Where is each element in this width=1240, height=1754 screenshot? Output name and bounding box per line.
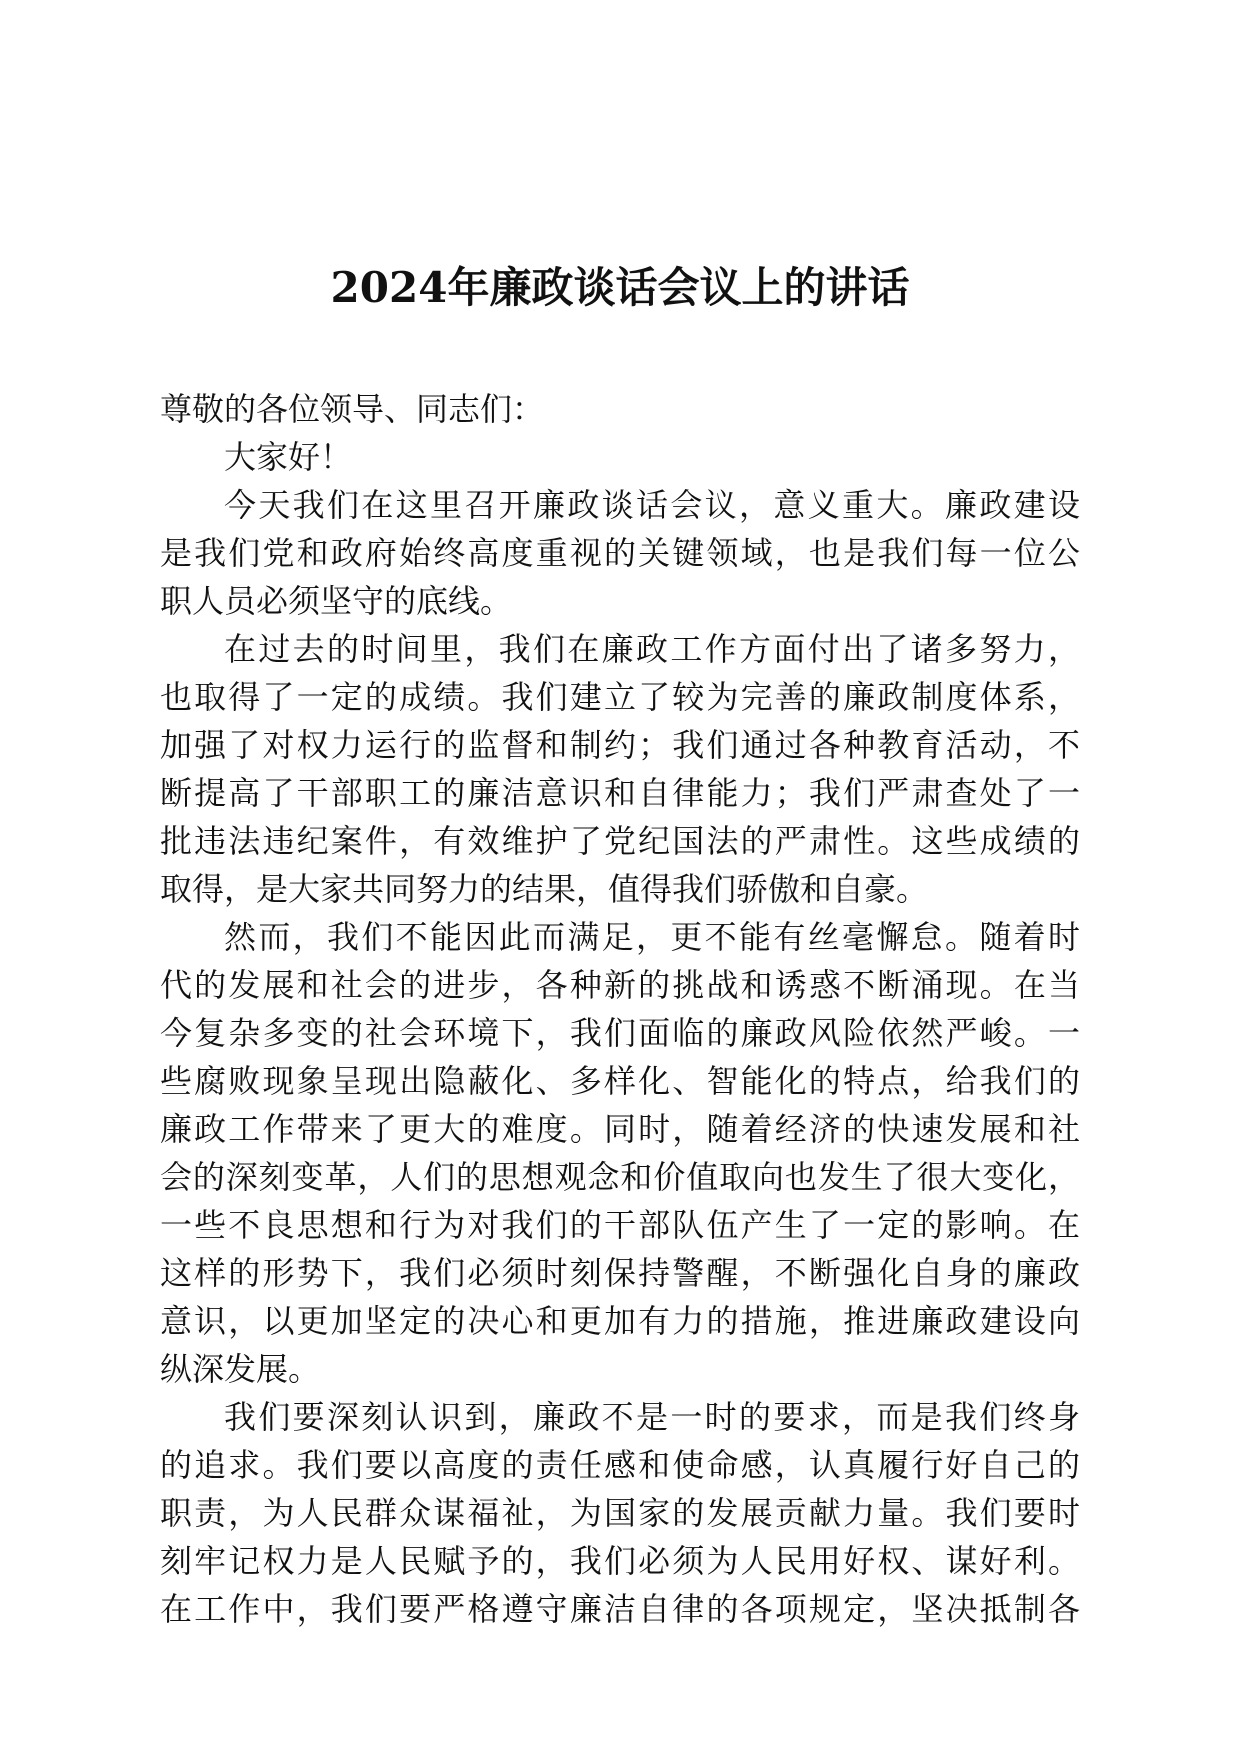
document-body (160, 385, 1080, 1633)
paragraph-2-line-5: 批违法违纪案件，有效维护了党纪国法的严肃性。这些成绩的 (160, 822, 1080, 860)
paragraph-2-line-4: 断提高了干部职工的廉洁意识和自律能力；我们严肃查处了一 (160, 774, 1080, 812)
greeting-line: 大家好！ (224, 438, 353, 476)
paragraph-2-line-6: 取得，是大家共同努力的结果，值得我们骄傲和自豪。 (160, 870, 929, 908)
paragraph-3-line-1: 然而，我们不能因此而满足，更不能有丝毫懈怠。随着时 (224, 918, 1080, 956)
paragraph-4-line-4: 刻牢记权力是人民赋予的，我们必须为人民用好权、谋好利。 (160, 1542, 1080, 1580)
paragraph-3-line-6: 会的深刻变革，人们的思想观念和价值取向也发生了很大变化， (160, 1158, 1080, 1196)
salutation-line: 尊敬的各位领导、同志们： (160, 390, 545, 428)
paragraph-1-line-1: 今天我们在这里召开廉政谈话会议，意义重大。廉政建设 (224, 486, 1080, 524)
paragraph-4-line-3: 职责，为人民群众谋福祉，为国家的发展贡献力量。我们要时 (160, 1494, 1080, 1532)
paragraph-3-line-8: 这样的形势下，我们必须时刻保持警醒，不断强化自身的廉政 (160, 1254, 1080, 1292)
paragraph-2-line-3: 加强了对权力运行的监督和制约；我们通过各种教育活动，不 (160, 726, 1080, 764)
paragraph-2-line-2: 也取得了一定的成绩。我们建立了较为完善的廉政制度体系， (160, 678, 1080, 716)
paragraph-4-line-1: 我们要深刻认识到，廉政不是一时的要求，而是我们终身 (224, 1398, 1080, 1436)
document-title: 2024年廉政谈话会议上的讲话 (330, 263, 910, 312)
paragraph-3-line-9: 意识，以更加坚定的决心和更加有力的措施，推进廉政建设向 (160, 1302, 1080, 1340)
paragraph-4-line-2: 的追求。我们要以高度的责任感和使命感，认真履行好自己的 (160, 1446, 1080, 1484)
paragraph-1-line-2: 是我们党和政府始终高度重视的关键领域，也是我们每一位公 (160, 534, 1080, 572)
paragraph-3-line-7: 一些不良思想和行为对我们的干部队伍产生了一定的影响。在 (160, 1206, 1080, 1244)
paragraph-3-line-10: 纵深发展。 (160, 1350, 321, 1388)
paragraph-1-line-3: 职人员必须坚守的底线。 (160, 582, 513, 620)
paragraph-3-line-4: 些腐败现象呈现出隐蔽化、多样化、智能化的特点，给我们的 (160, 1062, 1080, 1100)
paragraph-3-line-2: 代的发展和社会的进步，各种新的挑战和诱惑不断涌现。在当 (160, 966, 1080, 1004)
paragraph-2-line-1: 在过去的时间里，我们在廉政工作方面付出了诸多努力， (224, 630, 1080, 668)
paragraph-3-line-5: 廉政工作带来了更大的难度。同时，随着经济的快速发展和社 (160, 1110, 1080, 1148)
paragraph-3-line-3: 今复杂多变的社会环境下，我们面临的廉政风险依然严峻。一 (160, 1014, 1080, 1052)
paragraph-4-line-5: 在工作中，我们要严格遵守廉洁自律的各项规定，坚决抵制各 (160, 1590, 1080, 1628)
